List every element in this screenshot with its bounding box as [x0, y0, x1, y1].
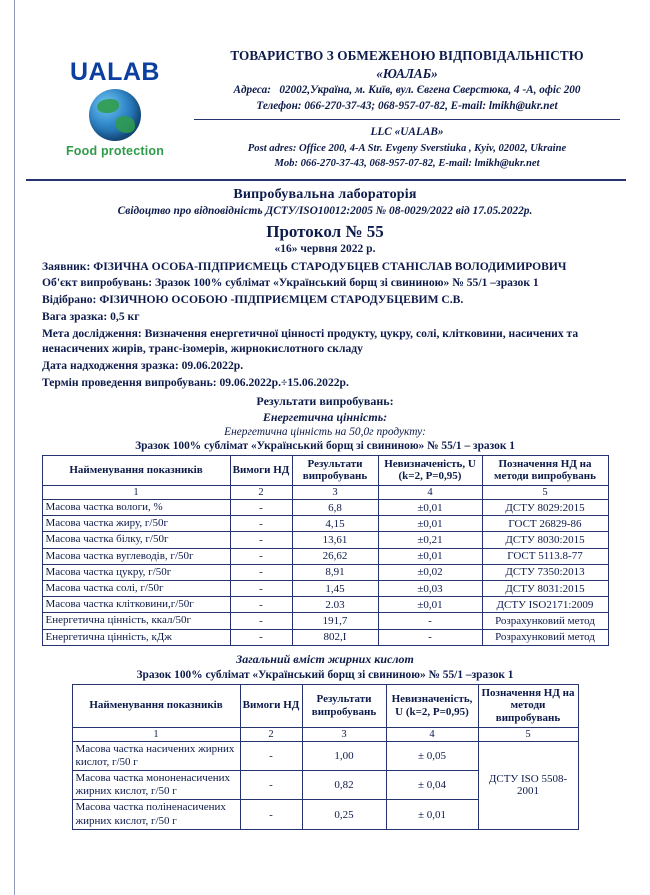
cell-nd: Розрахунковий метод — [482, 629, 608, 645]
col-num: 1 — [42, 486, 230, 500]
cell-uncertainty: ±0,01 — [378, 516, 482, 532]
phone-line — [190, 98, 624, 114]
col-num: 3 — [292, 486, 378, 500]
cell-requirement: - — [240, 741, 302, 770]
cell-name: Масова частка цукру, г/50г — [42, 564, 230, 580]
letterhead-text — [190, 42, 624, 172]
cell-result: 1,45 — [292, 581, 378, 597]
cell-nd: ДСТУ 8031:2015 — [482, 581, 608, 597]
col-header-result: Результати випробувань — [292, 455, 378, 485]
field-label: Заявник: — [42, 259, 91, 273]
cell-result: 13,61 — [292, 532, 378, 548]
energy-value-table — [42, 455, 609, 646]
table-row — [42, 516, 608, 532]
table-row — [42, 613, 608, 629]
table-row — [42, 629, 608, 645]
col-header-nd: Позначення НД на методи випробувань — [478, 684, 578, 727]
cell-name: Масова частка поліненасичених жирних кислот, г/50 г — [72, 800, 240, 829]
col-header-name: Найменування показників — [72, 684, 240, 727]
cell-result: 802,I — [292, 629, 378, 645]
cell-uncertainty: ±0,02 — [378, 564, 482, 580]
table-row — [42, 581, 608, 597]
col-num: 1 — [72, 727, 240, 741]
col-header-result: Результати випробувань — [302, 684, 386, 727]
cell-result: 191,7 — [292, 613, 378, 629]
cell-name: Масова частка вологи, % — [42, 500, 230, 516]
cell-name: Масова частка клітковини,г/50г — [42, 597, 230, 613]
address-en: Post adres: Office 200, 4-A Str. Evgeny Sverstiuka , Kyiv, 02002, Ukraine — [247, 142, 567, 154]
field-sample-weight — [42, 309, 630, 325]
cell-result: 1,00 — [302, 741, 386, 770]
cell-nd: ДСТУ 8030:2015 — [482, 532, 608, 548]
header-bottom-rule — [26, 179, 626, 181]
cell-name: Масова частка білку, г/50г — [42, 532, 230, 548]
cell-requirement: - — [230, 629, 292, 645]
table-header-row — [72, 684, 578, 727]
col-num: 5 — [478, 727, 578, 741]
field-label: Вага зразка: — [42, 309, 108, 323]
address-value: 02002,Україна, м. Київ, вул. Євгена Сверстюка, 4 -А, офіс 200 — [279, 83, 581, 96]
cell-nd: ДСТУ ISO2171:2009 — [482, 597, 608, 613]
field-value: ФІЗИЧНОЮ ОСОБОЮ -ПІДПРИЄМЦЕМ СТАРОДУБЦЕВИМ С.В. — [99, 293, 464, 307]
field-purpose — [42, 326, 630, 358]
col-header-name: Найменування показників — [42, 455, 230, 485]
cell-requirement: - — [240, 800, 302, 829]
col-num: 4 — [378, 486, 482, 500]
col-num: 2 — [240, 727, 302, 741]
table-row — [42, 564, 608, 580]
field-value: 09.06.2022р. — [181, 359, 244, 373]
cell-nd: ГОСТ 5113.8-77 — [482, 548, 608, 564]
cell-requirement: - — [230, 532, 292, 548]
col-num: 2 — [230, 486, 292, 500]
cell-requirement: - — [230, 564, 292, 580]
field-label: Об'єкт випробувань: — [42, 276, 153, 290]
cell-result: 4,15 — [292, 516, 378, 532]
cell-uncertainty: ±0,21 — [378, 532, 482, 548]
cell-name: Енергетична цінність, кДж — [42, 629, 230, 645]
cell-uncertainty: ± 0,04 — [386, 771, 478, 800]
cell-result: 2.03 — [292, 597, 378, 613]
mobile-en: Mob: 066-270-37-43, 068-957-07-82, E-mail: lmikh@ukr.net — [274, 158, 540, 170]
field-received-date — [42, 358, 630, 374]
phone-value: 066-270-37-43; 068-957-07-82, E-mail: lmikh@ukr.net — [304, 99, 558, 112]
table-row — [42, 597, 608, 613]
field-test-period — [42, 375, 630, 391]
table-row — [42, 500, 608, 516]
section1-subtitle: Енергетична цінність на 50,0г продукту: — [224, 425, 426, 438]
globe-icon — [89, 89, 141, 141]
section2-sample: Зразок 100% сублімат «Український борщ зі свининою» № 55/1 –зразок 1 — [136, 668, 514, 681]
certificate-line: Свідоцтво про відповідність ДСТУ/ISO10012:2005 № 08-0029/2022 від 17.05.2022р. — [117, 204, 533, 217]
field-applicant — [42, 259, 630, 275]
cell-requirement: - — [240, 771, 302, 800]
table-column-numbers — [42, 486, 608, 500]
field-label: Дата надходження зразка: — [42, 359, 179, 373]
cell-name: Масова частка вуглеводів, г/50г — [42, 548, 230, 564]
cell-name: Масова частка солі, г/50г — [42, 581, 230, 597]
field-value: Зразок 100% сублімат «Український борщ зі свининою» № 55/1 –зразок 1 — [154, 276, 539, 290]
field-label: Відібрано: — [42, 293, 97, 307]
field-sampled-by — [42, 292, 630, 308]
cell-requirement: - — [230, 516, 292, 532]
company-name-line2: «ЮАЛАБ» — [376, 65, 438, 81]
cell-result: 8,91 — [292, 564, 378, 580]
protocol-number: Протокол № 55 — [266, 221, 384, 241]
cell-requirement: - — [230, 597, 292, 613]
company-logo — [40, 42, 190, 158]
col-header-nd: Позначення НД на методи випробувань — [482, 455, 608, 485]
letterhead-divider — [194, 119, 620, 120]
lab-title: Випробувальна лабораторія — [233, 186, 417, 202]
fatty-acids-table — [72, 684, 579, 830]
cell-uncertainty: - — [378, 629, 482, 645]
field-object — [42, 275, 630, 291]
cell-uncertainty: ± 0,01 — [386, 800, 478, 829]
cell-uncertainty: ±0,01 — [378, 548, 482, 564]
cell-uncertainty: ±0,01 — [378, 597, 482, 613]
letterhead — [0, 0, 650, 172]
phone-label: Телефон: — [256, 99, 302, 112]
cell-nd: ДСТУ 8029:2015 — [482, 500, 608, 516]
field-value: ФІЗИЧНА ОСОБА-ПІДПРИЄМЕЦЬ СТАРОДУБЦЕВ СТАНІСЛАВ ВОЛОДИМИРОВИЧ — [93, 259, 567, 273]
fields-block — [0, 255, 650, 391]
cell-name: Енергетична цінність, ккал/50г — [42, 613, 230, 629]
cell-requirement: - — [230, 500, 292, 516]
logo-tagline: Food protection — [65, 144, 165, 158]
cell-requirement: - — [230, 581, 292, 597]
section2-title: Загальний вміст жирних кислот — [236, 651, 414, 666]
logo-wordmark: UALAB — [70, 58, 160, 86]
col-header-requirement: Вимоги НД — [240, 684, 302, 727]
cell-uncertainty: ±0,01 — [378, 500, 482, 516]
company-name-en: LLC «UALAB» — [370, 126, 444, 139]
field-value: 0,5 кг — [110, 309, 140, 323]
col-num: 3 — [302, 727, 386, 741]
cell-nd: ДСТУ 7350:2013 — [482, 564, 608, 580]
company-name-line1: ТОВАРИСТВО З ОБМЕЖЕНОЮ ВІДПОВІДАЛЬНІСТЮ — [230, 48, 584, 63]
col-header-requirement: Вимоги НД — [230, 455, 292, 485]
cell-name: Масова частка насичених жирних кислот, г/50 г — [72, 741, 240, 770]
col-num: 5 — [482, 486, 608, 500]
cell-requirement: - — [230, 613, 292, 629]
table-column-numbers — [72, 727, 578, 741]
table-row — [42, 548, 608, 564]
cell-uncertainty: - — [378, 613, 482, 629]
field-value: Визначення енергетичної цінності продукту, цукру, солі, клітковини, насичених та ненасичених жирів, транс-ізомерів, жирнокислотного складу — [42, 326, 579, 356]
section1-title: Енергетична цінність: — [262, 409, 388, 424]
field-label: Мета дослідження: — [42, 326, 142, 340]
cell-nd: Розрахунковий метод — [482, 613, 608, 629]
cell-nd: ГОСТ 26829-86 — [482, 516, 608, 532]
cell-name: Масова частка жиру, г/50г — [42, 516, 230, 532]
cell-result: 6,8 — [292, 500, 378, 516]
table-header-row — [42, 455, 608, 485]
cell-nd-merged: ДСТУ ISO 5508-2001 — [478, 741, 578, 829]
col-num: 4 — [386, 727, 478, 741]
page-margin-rule — [14, 0, 15, 895]
cell-result: 0,25 — [302, 800, 386, 829]
field-label: Термін проведення випробувань: — [42, 376, 217, 390]
table-row — [42, 532, 608, 548]
cell-result: 0,82 — [302, 771, 386, 800]
field-value: 09.06.2022р.÷15.06.2022р. — [219, 376, 349, 390]
col-header-uncertainty: Невизначеність, U (k=2, P=0,95) — [378, 455, 482, 485]
protocol-date: «16» червня 2022 р. — [274, 242, 376, 255]
col-header-uncertainty: Невизначеність, U (k=2, P=0,95) — [386, 684, 478, 727]
cell-name: Масова частка мононенасичених жирних кислот, г/50 г — [72, 771, 240, 800]
cell-requirement: - — [230, 548, 292, 564]
cell-uncertainty: ±0,03 — [378, 581, 482, 597]
address-line — [190, 82, 624, 98]
table-row — [72, 741, 578, 770]
address-label: Адреса: — [233, 83, 271, 96]
results-heading: Результати випробувань: — [256, 393, 394, 408]
cell-uncertainty: ± 0,05 — [386, 741, 478, 770]
cell-result: 26,62 — [292, 548, 378, 564]
section1-sample: Зразок 100% сублімат «Український борщ зі свининою» № 55/1 – зразок 1 — [135, 439, 515, 452]
